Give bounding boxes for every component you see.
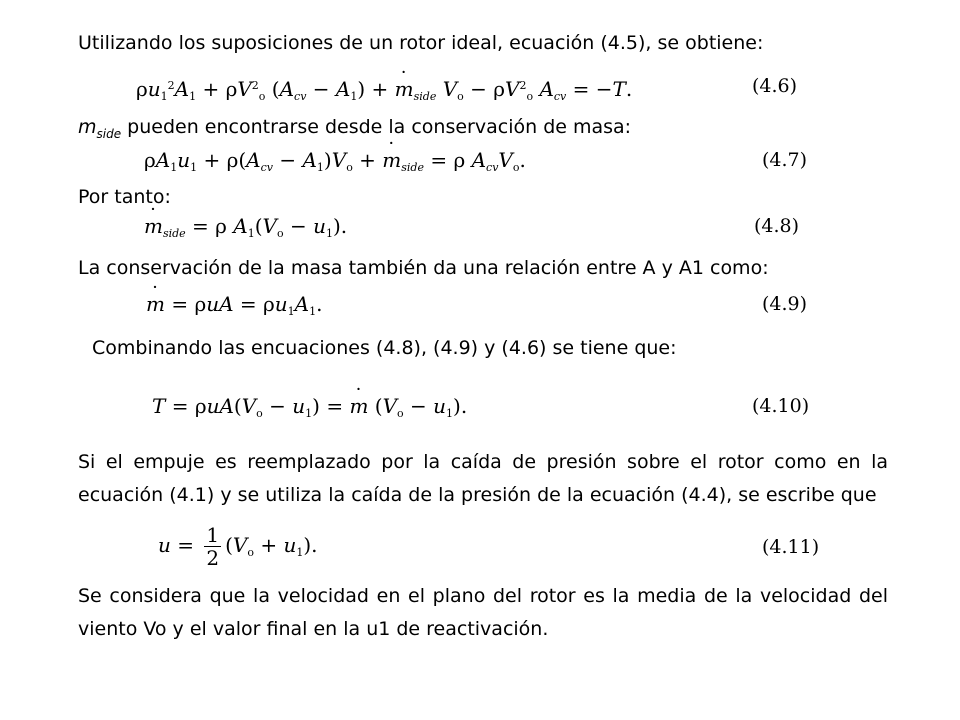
mside-subscript: side [96, 127, 122, 141]
equation-4-9: ˙ $m = \rho uA = \rho u_1A_1$. [146, 292, 322, 324]
equation-4-8: ˙ $m_{side} = \rho$ $A_1(V_o - u_1)$. [144, 214, 347, 246]
mside-description: pueden encontrarse desde la conservación de masa: [121, 116, 632, 138]
equation-number-4-6: (4.6) [752, 75, 798, 97]
se-considera-paragraph: Se considera que la velocidad en el plano del rotor es la media de la velocidad del viento Vo y el valor final en la u1 de reactivación. [78, 585, 888, 640]
combinando-text: Combinando las encuaciones (4.8), (4.9) y (4.6) se tiene que: [92, 337, 677, 359]
equation-number-4-7: (4.7) [762, 149, 808, 171]
equation-number-4-10: (4.10) [752, 395, 810, 417]
conservacion-text: La conservación de la masa también da una relación entre A y A1 como: [78, 257, 769, 279]
equation-number-4-8: (4.8) [754, 215, 800, 237]
equation-4-7: $\rho A_1u_1 + \rho(A_{cv} - A_1)V_o$ + ˙ $m_{side} = \rho$ $A_{cv}V_o$. [144, 148, 526, 180]
mside-text [78, 116, 631, 145]
mside-symbol: m [78, 116, 97, 138]
equation-4-10: $T = \rho uA(V_o - u_1)$ = ˙ m $(V_o - u_1)$. [152, 394, 467, 426]
equation-4-6: $\rho u_1^2A_1 + \rho V^2_o$ $(A_{cv} - A_1)$ + ˙ $m_{side}$ $V_o - \rho V^2_o$ $A_{cv} = -T$. [136, 74, 632, 109]
si-el-empuje-paragraph: Si el empuje es reemplazado por la caída de presión sobre el rotor como en la ecuación (4.1) y se utiliza la caída de la presión de la ecuación (4.4), se escribe que [78, 451, 888, 506]
equation-number-4-11: (4.11) [762, 536, 820, 558]
equation-4-11: u = $\frac{1}{2}$ $(V_o + u_1)$. [158, 523, 318, 570]
por-tanto-text: Por tanto: [78, 186, 171, 208]
intro-text: Utilizando los suposiciones de un rotor ideal, ecuación (4.5), se obtiene: [78, 32, 764, 54]
equation-number-4-9: (4.9) [762, 293, 808, 315]
